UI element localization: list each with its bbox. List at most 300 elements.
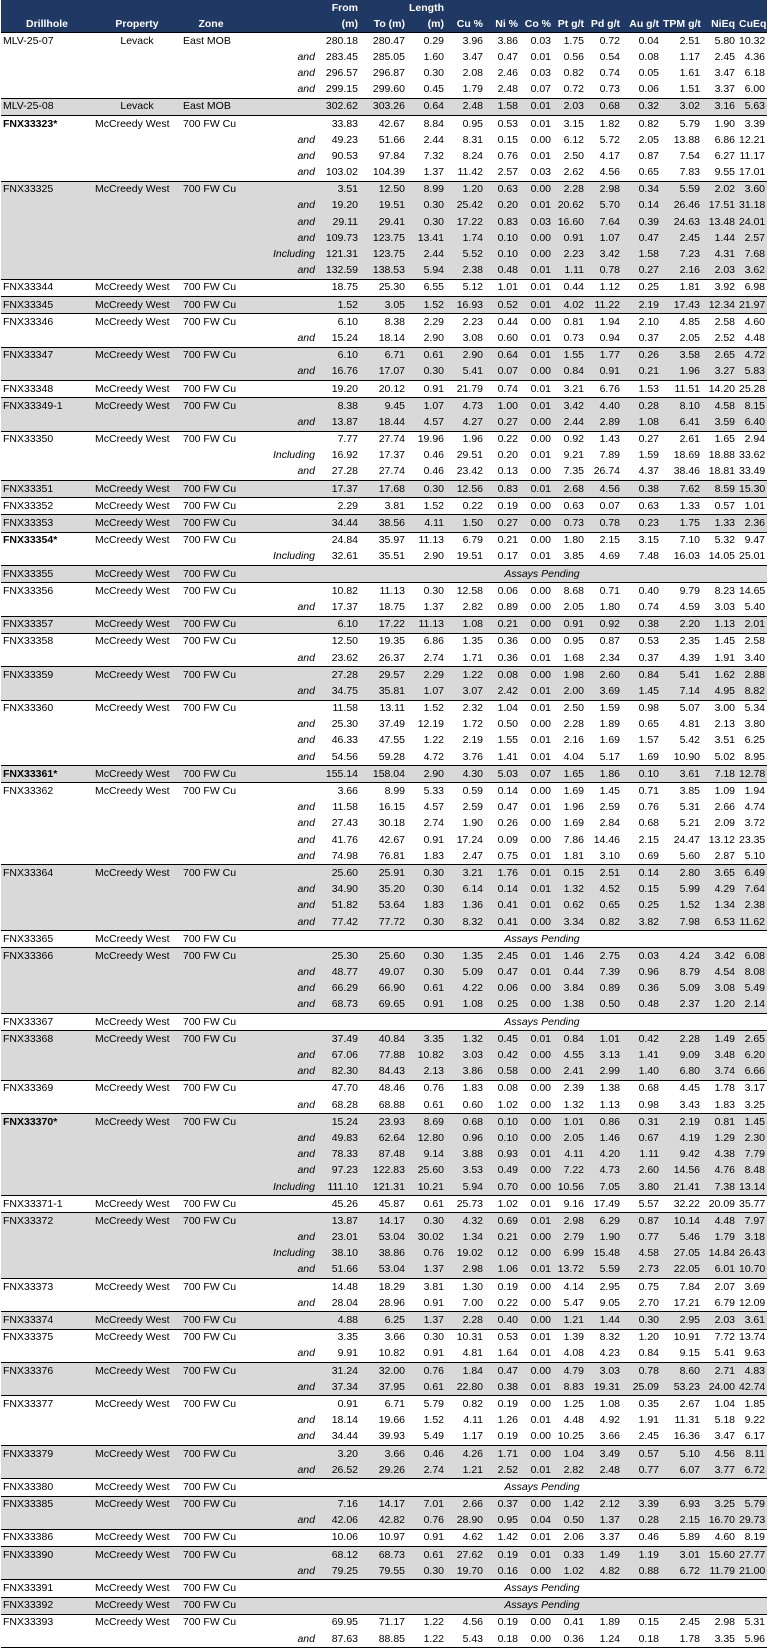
from-cell: 74.98	[331, 849, 358, 862]
table-row	[1, 414, 767, 431]
drillhole-group	[1, 33, 767, 99]
table-row	[1, 1346, 767, 1363]
pt-cell: 0.73	[553, 515, 586, 532]
from-cell: 78.33	[317, 1147, 360, 1163]
cu-cell: 8.31	[462, 133, 483, 146]
header-to: To (m)	[360, 16, 407, 33]
zone-cell	[181, 1631, 241, 1648]
pt-cell: 1.38	[553, 997, 586, 1014]
co-cell: 0.01	[520, 1147, 553, 1163]
to-cell: 123.75	[360, 230, 407, 246]
zone-cell	[181, 599, 241, 616]
cueq-cell: 6.25	[744, 734, 765, 747]
co-cell: 0.03	[520, 214, 553, 230]
from-cell: 37.49	[317, 1031, 360, 1048]
pd-cell: 4.56	[599, 166, 620, 179]
tpm-cell: 5.46	[661, 1230, 702, 1246]
cueq-cell: 6.49	[737, 865, 767, 882]
ni-cell: 3.86	[497, 34, 518, 47]
pt-cell: 13.72	[553, 1262, 586, 1279]
table-row	[1, 380, 767, 397]
tpm-cell: 8.60	[661, 1363, 702, 1380]
ni-cell: 0.48	[485, 263, 520, 280]
tpm-cell: 4.59	[679, 600, 700, 613]
nieq-cell: 11.79	[702, 1563, 737, 1580]
co-cell: 0.03	[530, 34, 551, 47]
zone-cell	[181, 848, 241, 865]
from-cell: 47.70	[331, 1082, 358, 1095]
drillhole-cell	[1, 683, 93, 700]
tpm-cell: 27.05	[661, 1246, 702, 1262]
drillhole-group	[1, 948, 767, 1014]
au-cell: 0.32	[622, 98, 661, 115]
nieq-cell: 1.33	[702, 515, 737, 532]
length-cell: 1.52	[423, 1414, 444, 1427]
pt-cell: 0.36	[563, 1632, 584, 1645]
drillhole-cell	[1, 1047, 93, 1063]
pt-cell: 2.06	[563, 1531, 584, 1544]
drillhole-cell: FNX33373	[3, 1280, 54, 1293]
property-cell	[93, 214, 181, 230]
property-cell: McCreedy West	[93, 1031, 181, 1048]
zone-cell	[181, 733, 241, 749]
zone-cell: 700 FW Cu	[183, 1197, 237, 1210]
table-row	[1, 650, 767, 667]
pd-cell: 5.72	[599, 133, 620, 146]
pt-cell: 2.41	[553, 1064, 586, 1081]
table-row	[1, 997, 767, 1014]
to-cell: 104.39	[372, 166, 405, 179]
header-zone: Zone	[181, 16, 241, 33]
cu-cell: 4.73	[446, 398, 485, 415]
pd-cell: 1.37	[586, 1513, 622, 1530]
to-cell: 97.84	[378, 149, 405, 162]
drillhole-group	[1, 115, 767, 181]
tpm-cell: 3.85	[679, 785, 700, 798]
au-cell: 0.27	[638, 433, 659, 446]
header-tpm: TPM g/t	[661, 16, 702, 33]
cueq-cell: 6.40	[737, 414, 767, 431]
pd-cell: 5.59	[586, 1262, 622, 1279]
to-cell: 32.00	[360, 1363, 407, 1380]
pt-cell: 3.42	[553, 398, 586, 415]
from-cell: 17.37	[317, 481, 360, 498]
pt-cell: 1.96	[563, 801, 584, 814]
connector-cell	[241, 1196, 317, 1213]
drillhole-cell	[1, 1462, 93, 1479]
au-cell: 1.20	[638, 1331, 659, 1344]
ni-cell: 0.06	[485, 981, 520, 997]
cueq-cell: 4.48	[744, 331, 765, 344]
nieq-cell: 0.81	[702, 1114, 737, 1131]
from-cell: 38.10	[317, 1246, 360, 1262]
zone-cell: 700 FW Cu	[181, 1213, 241, 1230]
co-cell: 0.01	[530, 651, 551, 664]
cueq-cell: 3.62	[737, 263, 767, 280]
length-cell: 4.72	[423, 750, 444, 763]
pt-cell: 0.56	[563, 50, 584, 63]
ni-cell: 0.69	[485, 1213, 520, 1230]
tpm-cell: 5.79	[679, 117, 700, 130]
cueq-cell: 9.47	[744, 534, 765, 547]
connector-cell: and	[241, 1563, 317, 1580]
table-row	[1, 279, 767, 296]
connector-cell	[241, 498, 317, 515]
co-cell: 0.01	[520, 965, 553, 981]
connector-cell: Including	[272, 550, 315, 563]
length-cell: 5.49	[423, 1430, 444, 1443]
ni-cell: 0.74	[497, 382, 518, 395]
length-cell: 0.30	[407, 1213, 446, 1230]
zone-cell	[181, 997, 241, 1014]
pd-cell: 0.78	[586, 263, 622, 280]
from-cell: 48.77	[317, 965, 360, 981]
nieq-cell: 1.13	[702, 616, 737, 633]
tpm-cell: 3.02	[661, 98, 702, 115]
connector-cell	[241, 583, 317, 600]
nieq-cell: 3.74	[702, 1064, 737, 1081]
pd-cell: 2.12	[586, 1496, 622, 1513]
pt-cell: 4.04	[563, 750, 584, 763]
cu-cell: 6.14	[446, 882, 485, 898]
cueq-cell: 8.82	[737, 683, 767, 700]
drillhole-cell: FNX33347	[1, 347, 93, 364]
from-cell: 7.77	[337, 433, 358, 446]
cueq-cell: 12.09	[739, 1296, 766, 1309]
table-row	[1, 431, 767, 448]
connector-cell: and	[241, 214, 317, 230]
from-cell: 51.82	[317, 898, 360, 914]
zone-cell: 700 FW Cu	[181, 766, 241, 783]
cueq-cell: 7.68	[737, 246, 767, 262]
pt-cell: 4.11	[553, 1147, 586, 1163]
drillhole-cell	[1, 1179, 93, 1196]
connector-cell: and	[297, 50, 315, 63]
co-cell: 0.01	[520, 1462, 553, 1479]
tpm-cell: 7.84	[679, 1280, 700, 1293]
connector-cell: and	[297, 1414, 315, 1427]
co-cell: 0.00	[520, 1179, 553, 1196]
nieq-cell: 1.91	[714, 651, 735, 664]
co-cell: 0.03	[530, 166, 551, 179]
au-cell: 1.58	[622, 246, 661, 262]
to-cell: 19.66	[378, 1414, 405, 1427]
cueq-cell: 17.01	[739, 166, 766, 179]
length-cell: 12.80	[407, 1130, 446, 1146]
length-cell: 0.61	[423, 1197, 444, 1210]
drillhole-cell: FNX33345	[1, 297, 93, 314]
drillhole-group	[1, 1396, 767, 1446]
table-row	[1, 1047, 767, 1063]
pd-cell: 19.31	[586, 1379, 622, 1396]
connector-cell: and	[297, 750, 315, 763]
ni-cell: 0.08	[485, 667, 520, 684]
co-cell: 0.01	[530, 1331, 551, 1344]
cueq-cell: 3.25	[744, 1098, 765, 1111]
nieq-cell: 1.79	[702, 1230, 737, 1246]
drillhole-cell	[1, 165, 93, 182]
zone-cell	[181, 832, 241, 848]
zone-cell	[181, 148, 241, 164]
cueq-cell: 6.18	[744, 66, 765, 79]
property-cell: McCreedy West	[95, 1197, 170, 1210]
connector-cell	[241, 1396, 317, 1413]
au-cell: 0.37	[638, 651, 659, 664]
cueq-cell: 5.34	[744, 702, 765, 715]
au-cell: 0.67	[622, 1130, 661, 1146]
ni-cell: 1.58	[485, 98, 520, 115]
pt-cell: 6.12	[563, 133, 584, 146]
tpm-cell: 6.07	[661, 1462, 702, 1479]
ni-cell: 0.64	[485, 347, 520, 364]
ni-cell: 0.10	[485, 1130, 520, 1146]
table-row	[1, 398, 767, 415]
length-cell: 0.61	[423, 1098, 444, 1111]
from-cell: 6.10	[337, 315, 358, 328]
zone-cell: East MOB	[181, 98, 241, 115]
table-row	[1, 515, 767, 532]
from-cell: 0.91	[337, 1397, 358, 1410]
co-cell: 0.01	[530, 331, 551, 344]
cu-cell: 1.08	[446, 997, 485, 1014]
to-cell: 48.46	[378, 1082, 405, 1095]
co-cell: 0.00	[530, 718, 551, 731]
property-cell	[93, 82, 181, 99]
tpm-cell: 24.47	[673, 833, 700, 846]
connector-cell: and	[241, 683, 317, 700]
drillhole-group	[1, 515, 767, 532]
zone-cell	[181, 882, 241, 898]
ni-cell: 0.58	[485, 1064, 520, 1081]
au-cell: 0.37	[638, 331, 659, 344]
table-row	[1, 700, 767, 717]
drillhole-group	[1, 1114, 767, 1196]
cueq-cell: 5.96	[744, 1632, 765, 1645]
drillhole-cell	[1, 1163, 93, 1179]
header-tpm-top	[661, 0, 702, 16]
pd-cell: 5.70	[586, 198, 622, 214]
property-cell: McCreedy West	[93, 1445, 181, 1462]
table-row	[1, 816, 767, 832]
zone-cell	[181, 1064, 241, 1081]
ni-cell: 0.10	[485, 246, 520, 262]
au-cell: 1.08	[622, 414, 661, 431]
au-cell: 0.77	[622, 1230, 661, 1246]
from-cell: 46.33	[331, 734, 358, 747]
zone-cell	[181, 650, 241, 667]
tpm-cell: 7.83	[679, 166, 700, 179]
zone-cell: 700 FW Cu	[183, 1480, 237, 1493]
au-cell: 2.45	[638, 1430, 659, 1443]
header-nieq: NiEq	[702, 16, 737, 33]
connector-cell: and	[297, 849, 315, 862]
property-cell: McCreedy West	[95, 702, 170, 715]
connector-cell: and	[297, 66, 315, 79]
drillhole-group	[1, 314, 767, 347]
to-cell: 121.31	[360, 1179, 407, 1196]
tpm-cell: 2.28	[661, 1031, 702, 1048]
au-cell: 0.18	[638, 1632, 659, 1645]
table-row	[1, 749, 767, 766]
length-cell: 0.30	[407, 481, 446, 498]
pt-cell: 3.21	[563, 382, 584, 395]
au-cell: 0.75	[638, 1280, 659, 1293]
cu-cell: 23.42	[456, 465, 483, 478]
pt-cell: 1.21	[553, 1312, 586, 1329]
nieq-cell: 13.48	[702, 214, 737, 230]
connector-cell	[241, 1279, 317, 1296]
zone-cell	[181, 1147, 241, 1163]
ni-cell: 0.41	[485, 898, 520, 914]
property-cell: McCreedy West	[95, 499, 170, 512]
connector-cell: and	[297, 1296, 315, 1309]
pt-cell: 0.62	[553, 898, 586, 914]
to-cell: 14.17	[360, 1213, 407, 1230]
au-cell: 0.06	[638, 83, 659, 96]
drillhole-group	[1, 1363, 767, 1396]
table-row	[1, 717, 767, 733]
tpm-cell: 3.61	[661, 766, 702, 783]
ni-cell: 0.38	[485, 1379, 520, 1396]
connector-cell	[241, 865, 317, 882]
drillhole-cell: FNX33323*	[3, 117, 58, 130]
cu-cell: 5.43	[462, 1632, 483, 1645]
pd-cell: 1.24	[599, 1632, 620, 1645]
ni-cell: 2.42	[485, 683, 520, 700]
tpm-cell: 11.51	[674, 382, 700, 395]
au-cell: 2.19	[622, 297, 661, 314]
zone-cell: 700 FW Cu	[183, 499, 237, 512]
property-cell: McCreedy West	[95, 785, 170, 798]
zone-cell: 700 FW Cu	[183, 1397, 237, 1410]
from-cell: 45.26	[331, 1197, 358, 1210]
pd-cell: 7.89	[599, 449, 620, 462]
co-cell: 0.01	[520, 882, 553, 898]
ni-cell: 0.22	[497, 433, 518, 446]
table-row	[1, 965, 767, 981]
length-cell: 9.14	[407, 1147, 446, 1163]
from-cell: 4.88	[317, 1312, 360, 1329]
drillhole-cell: FNX33380	[3, 1480, 54, 1493]
cueq-cell: 3.80	[744, 718, 765, 731]
connector-cell	[241, 1312, 317, 1329]
nieq-cell: 6.79	[714, 1296, 735, 1309]
to-cell: 17.07	[360, 364, 407, 381]
nieq-cell: 1.65	[714, 433, 735, 446]
assay-results-table	[1, 0, 767, 1648]
ni-cell: 0.70	[485, 1179, 520, 1196]
drillhole-cell: FNX33367	[3, 1015, 54, 1028]
to-cell: 25.30	[378, 281, 405, 294]
zone-cell: 700 FW Cu	[183, 281, 237, 294]
co-cell: 0.01	[530, 449, 551, 462]
header-au-top	[622, 0, 661, 16]
cueq-cell: 3.39	[744, 117, 765, 130]
zone-cell	[181, 448, 241, 464]
tpm-cell: 32.22	[673, 1197, 700, 1210]
pd-cell: 0.87	[599, 635, 620, 648]
length-cell: 1.52	[407, 297, 446, 314]
cu-cell: 3.08	[462, 331, 483, 344]
to-cell: 84.43	[360, 1064, 407, 1081]
drillhole-cell	[1, 1295, 93, 1312]
connector-cell	[241, 347, 317, 364]
cueq-cell: 1.01	[744, 499, 765, 512]
from-cell: 27.28	[331, 465, 358, 478]
property-cell	[93, 800, 181, 816]
property-cell	[93, 165, 181, 182]
table-row	[1, 882, 767, 898]
zone-cell: 700 FW Cu	[183, 1616, 237, 1629]
from-cell: 69.95	[331, 1616, 358, 1629]
property-cell	[93, 448, 181, 464]
header-length-top: Length	[409, 2, 444, 14]
from-cell: 24.84	[331, 534, 358, 547]
zone-cell	[181, 1262, 241, 1279]
ni-cell: 0.42	[485, 1047, 520, 1063]
co-cell: 0.00	[530, 1280, 551, 1293]
property-cell: McCreedy West	[95, 433, 170, 446]
tpm-cell: 53.23	[661, 1379, 702, 1396]
pd-cell: 7.05	[586, 1179, 622, 1196]
tpm-cell: 4.39	[679, 651, 700, 664]
ni-cell: 2.52	[485, 1462, 520, 1479]
drillhole-cell: FNX33386	[3, 1531, 54, 1544]
tpm-cell: 2.80	[661, 865, 702, 882]
drillhole-group	[1, 583, 767, 616]
pt-cell: 1.98	[553, 667, 586, 684]
ni-cell: 1.04	[497, 702, 518, 715]
table-row	[1, 981, 767, 997]
drillhole-group	[1, 1196, 767, 1213]
co-cell: 0.00	[520, 1445, 553, 1462]
property-cell	[93, 1379, 181, 1396]
drillhole-cell: FNX33349-1	[1, 398, 93, 415]
connector-cell: and	[297, 1098, 315, 1111]
ni-cell: 0.95	[485, 1513, 520, 1530]
cu-cell: 0.95	[462, 117, 483, 130]
connector-cell	[241, 667, 317, 684]
property-cell: McCreedy West	[95, 315, 170, 328]
pd-cell: 1.94	[599, 315, 620, 328]
zone-cell	[181, 1179, 241, 1196]
length-cell: 7.32	[423, 149, 444, 162]
property-cell: McCreedy West	[93, 481, 181, 498]
from-cell: 17.37	[331, 600, 358, 613]
pt-cell: 2.68	[553, 481, 586, 498]
to-cell: 20.12	[378, 382, 405, 395]
drillhole-cell	[1, 1230, 93, 1246]
ni-cell: 0.07	[485, 364, 520, 381]
header-from: (m)	[317, 16, 360, 33]
tpm-cell: 13.88	[673, 133, 700, 146]
nieq-cell: 7.72	[714, 1331, 735, 1344]
table-row	[1, 1262, 767, 1279]
length-cell: 7.01	[407, 1496, 446, 1513]
from-cell: 280.18	[325, 34, 358, 47]
tpm-cell: 2.67	[679, 1397, 700, 1410]
from-cell: 18.75	[331, 281, 358, 294]
cueq-cell: 2.30	[737, 1130, 767, 1146]
table-row	[1, 1114, 767, 1131]
to-cell: 18.44	[360, 414, 407, 431]
from-cell: 1.52	[317, 297, 360, 314]
ni-cell: 0.50	[497, 718, 518, 731]
table-row	[1, 198, 767, 214]
drillhole-group	[1, 481, 767, 498]
drillhole-group	[1, 1597, 767, 1614]
pd-cell: 1.86	[586, 766, 622, 783]
